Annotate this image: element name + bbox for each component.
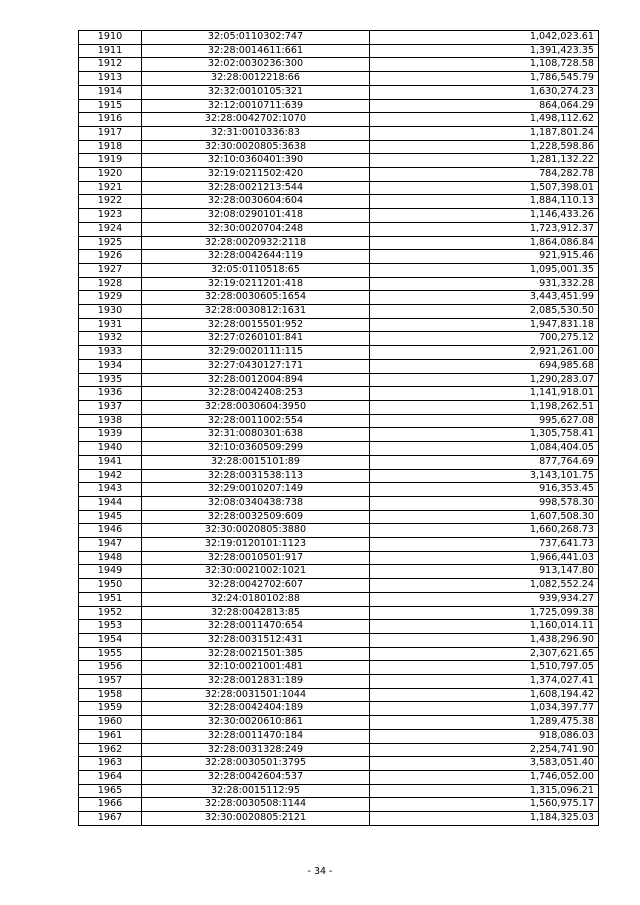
row-number-cell: 1961 [79, 729, 142, 743]
row-number-cell: 1931 [79, 318, 142, 332]
cadastral-number-cell: 32:28:0015112:95 [142, 784, 370, 798]
cadastral-number-cell: 32:28:0030812:1631 [142, 305, 370, 319]
amount-cell: 1,108,728.58 [370, 58, 599, 72]
row-number-cell: 1962 [79, 743, 142, 757]
table-row [79, 346, 599, 360]
cadastral-number-cell: 32:19:0211201:418 [142, 277, 370, 291]
amount-cell: 3,143,101.75 [370, 469, 599, 483]
amount-cell: 1,141,918.01 [370, 387, 599, 401]
amount-cell: 784,282.78 [370, 168, 599, 182]
amount-cell: 921,915.46 [370, 250, 599, 264]
row-number-cell: 1957 [79, 675, 142, 689]
amount-cell: 931,332.28 [370, 277, 599, 291]
row-number-cell: 1965 [79, 784, 142, 798]
table-row [79, 688, 599, 702]
cadastral-number-cell: 32:28:0030501:3795 [142, 757, 370, 771]
table-row [79, 606, 599, 620]
row-number-cell: 1938 [79, 414, 142, 428]
table-row [79, 455, 599, 469]
cadastral-number-cell: 32:05:0110302:747 [142, 31, 370, 45]
table-row [79, 318, 599, 332]
row-number-cell: 1920 [79, 168, 142, 182]
row-number-cell: 1934 [79, 359, 142, 373]
cadastral-number-cell: 32:28:0020932:2118 [142, 236, 370, 250]
amount-cell: 1,498,112.62 [370, 113, 599, 127]
table-row [79, 428, 599, 442]
amount-cell: 1,305,758.41 [370, 428, 599, 442]
row-number-cell: 1955 [79, 647, 142, 661]
table-row [79, 181, 599, 195]
amount-cell: 1,608,194.42 [370, 688, 599, 702]
row-number-cell: 1949 [79, 565, 142, 579]
table-row [79, 483, 599, 497]
row-number-cell: 1937 [79, 400, 142, 414]
cadastral-number-cell: 32:08:0340438:738 [142, 496, 370, 510]
table-row [79, 85, 599, 99]
amount-cell: 1,082,552.24 [370, 579, 599, 593]
amount-cell: 1,966,441.03 [370, 551, 599, 565]
table-row [79, 798, 599, 812]
row-number-cell: 1953 [79, 620, 142, 634]
cadastral-number-cell: 32:30:0021002:1021 [142, 565, 370, 579]
amount-cell: 1,290,283.07 [370, 373, 599, 387]
cadastral-number-cell: 32:28:0042604:537 [142, 770, 370, 784]
table-row [79, 277, 599, 291]
table-row [79, 538, 599, 552]
table-row [79, 72, 599, 86]
amount-cell: 2,085,530.50 [370, 305, 599, 319]
table-row [79, 99, 599, 113]
cadastral-number-cell: 32:10:0021001:481 [142, 661, 370, 675]
row-number-cell: 1925 [79, 236, 142, 250]
amount-cell: 1,746,052.00 [370, 770, 599, 784]
table-row [79, 743, 599, 757]
cadastral-number-cell: 32:12:0010711:639 [142, 99, 370, 113]
table-row [79, 222, 599, 236]
row-number-cell: 1927 [79, 263, 142, 277]
amount-cell: 1,187,801.24 [370, 126, 599, 140]
amount-cell: 918,086.03 [370, 729, 599, 743]
amount-cell: 877,764.69 [370, 455, 599, 469]
table-row [79, 126, 599, 140]
amount-cell: 1,160,014.11 [370, 620, 599, 634]
table-row [79, 524, 599, 538]
cadastral-number-cell: 32:28:0030508:1144 [142, 798, 370, 812]
table-row [79, 168, 599, 182]
cadastral-number-cell: 32:28:0031538:113 [142, 469, 370, 483]
cadastral-number-cell: 32:28:0042702:607 [142, 579, 370, 593]
amount-cell: 3,583,051.40 [370, 757, 599, 771]
row-number-cell: 1936 [79, 387, 142, 401]
row-number-cell: 1919 [79, 154, 142, 168]
table-row [79, 784, 599, 798]
table-row [79, 770, 599, 784]
row-number-cell: 1932 [79, 332, 142, 346]
amount-cell: 1,042,023.61 [370, 31, 599, 45]
table-row [79, 551, 599, 565]
table-row [79, 140, 599, 154]
cadastral-number-cell: 32:10:0360401:390 [142, 154, 370, 168]
row-number-cell: 1960 [79, 716, 142, 730]
cadastral-number-cell: 32:27:0430127:171 [142, 359, 370, 373]
cadastral-number-cell: 32:10:0360509:299 [142, 442, 370, 456]
cadastral-number-cell: 32:08:0290101:418 [142, 209, 370, 223]
cadastral-number-cell: 32:28:0031328:249 [142, 743, 370, 757]
cadastral-number-cell: 32:28:0031512:431 [142, 633, 370, 647]
amount-cell: 1,864,086.84 [370, 236, 599, 250]
row-number-cell: 1956 [79, 661, 142, 675]
row-number-cell: 1966 [79, 798, 142, 812]
cadastral-number-cell: 32:19:0120101:1123 [142, 538, 370, 552]
cadastral-number-cell: 32:28:0030604:3950 [142, 400, 370, 414]
row-number-cell: 1947 [79, 538, 142, 552]
row-number-cell: 1958 [79, 688, 142, 702]
table-row [79, 442, 599, 456]
cadastral-number-cell: 32:28:0012004:894 [142, 373, 370, 387]
cadastral-number-cell: 32:28:0021213:544 [142, 181, 370, 195]
table-row [79, 263, 599, 277]
amount-cell: 1,198,262.51 [370, 400, 599, 414]
amount-cell: 1,315,096.21 [370, 784, 599, 798]
amount-cell: 1,947,831.18 [370, 318, 599, 332]
row-number-cell: 1918 [79, 140, 142, 154]
row-number-cell: 1946 [79, 524, 142, 538]
cadastral-number-cell: 32:28:0014611:661 [142, 44, 370, 58]
table-body [79, 31, 599, 826]
table-row [79, 620, 599, 634]
row-number-cell: 1928 [79, 277, 142, 291]
row-number-cell: 1963 [79, 757, 142, 771]
cadastral-number-cell: 32:30:0020805:3880 [142, 524, 370, 538]
amount-cell: 694,985.68 [370, 359, 599, 373]
cadastral-number-cell: 32:29:0020111:115 [142, 346, 370, 360]
row-number-cell: 1942 [79, 469, 142, 483]
cadastral-number-cell: 32:28:0030604:604 [142, 195, 370, 209]
cadastral-number-cell: 32:31:0080301:638 [142, 428, 370, 442]
amount-cell: 1,281,132.22 [370, 154, 599, 168]
table-row [79, 675, 599, 689]
amount-cell: 1,228,598.86 [370, 140, 599, 154]
table-row [79, 58, 599, 72]
table-row [79, 209, 599, 223]
cadastral-number-cell: 32:31:0010336:83 [142, 126, 370, 140]
table-row [79, 154, 599, 168]
cadastral-number-cell: 32:30:0020610:861 [142, 716, 370, 730]
row-number-cell: 1935 [79, 373, 142, 387]
row-number-cell: 1941 [79, 455, 142, 469]
table-row [79, 592, 599, 606]
cadastral-number-cell: 32:24:0180102:88 [142, 592, 370, 606]
row-number-cell: 1930 [79, 305, 142, 319]
cadastral-table [78, 30, 599, 826]
table-row [79, 716, 599, 730]
table-row [79, 496, 599, 510]
amount-cell: 1,084,404.05 [370, 442, 599, 456]
row-number-cell: 1948 [79, 551, 142, 565]
amount-cell: 1,607,508.30 [370, 510, 599, 524]
table-row [79, 250, 599, 264]
amount-cell: 3,443,451.99 [370, 291, 599, 305]
table-row [79, 414, 599, 428]
cadastral-number-cell: 32:28:0011002:554 [142, 414, 370, 428]
amount-cell: 1,723,912.37 [370, 222, 599, 236]
table-row [79, 469, 599, 483]
amount-cell: 1,184,325.03 [370, 812, 599, 826]
table-row [79, 44, 599, 58]
cadastral-number-cell: 32:28:0042702:1070 [142, 113, 370, 127]
cadastral-number-cell: 32:29:0010207:149 [142, 483, 370, 497]
row-number-cell: 1967 [79, 812, 142, 826]
row-number-cell: 1916 [79, 113, 142, 127]
row-number-cell: 1940 [79, 442, 142, 456]
amount-cell: 1,289,475.38 [370, 716, 599, 730]
amount-cell: 939,934.27 [370, 592, 599, 606]
amount-cell: 1,374,027.41 [370, 675, 599, 689]
ledger-sheet [78, 30, 598, 826]
cadastral-number-cell: 32:28:0010501:917 [142, 551, 370, 565]
row-number-cell: 1911 [79, 44, 142, 58]
cadastral-number-cell: 32:28:0042408:253 [142, 387, 370, 401]
table-row [79, 305, 599, 319]
table-row [79, 579, 599, 593]
amount-cell: 1,095,001.35 [370, 263, 599, 277]
amount-cell: 1,630,274.23 [370, 85, 599, 99]
row-number-cell: 1951 [79, 592, 142, 606]
row-number-cell: 1924 [79, 222, 142, 236]
table-row [79, 359, 599, 373]
cadastral-number-cell: 32:28:0032509:609 [142, 510, 370, 524]
cadastral-number-cell: 32:32:0010105:321 [142, 85, 370, 99]
table-row [79, 702, 599, 716]
table-row [79, 291, 599, 305]
table-row [79, 647, 599, 661]
table-row [79, 113, 599, 127]
amount-cell: 1,391,423.35 [370, 44, 599, 58]
row-number-cell: 1933 [79, 346, 142, 360]
table-row [79, 729, 599, 743]
amount-cell: 1,725,099.38 [370, 606, 599, 620]
amount-cell: 2,254,741.90 [370, 743, 599, 757]
cadastral-number-cell: 32:28:0012218:66 [142, 72, 370, 86]
page-number: - 34 - [307, 866, 333, 877]
amount-cell: 1,146,433.26 [370, 209, 599, 223]
amount-cell: 1,786,545.79 [370, 72, 599, 86]
row-number-cell: 1939 [79, 428, 142, 442]
row-number-cell: 1910 [79, 31, 142, 45]
table-row [79, 373, 599, 387]
cadastral-number-cell: 32:28:0015101:89 [142, 455, 370, 469]
table-row [79, 661, 599, 675]
row-number-cell: 1915 [79, 99, 142, 113]
row-number-cell: 1922 [79, 195, 142, 209]
row-number-cell: 1964 [79, 770, 142, 784]
row-number-cell: 1929 [79, 291, 142, 305]
row-number-cell: 1943 [79, 483, 142, 497]
amount-cell: 864,064.29 [370, 99, 599, 113]
amount-cell: 2,307,621.65 [370, 647, 599, 661]
amount-cell: 916,353.45 [370, 483, 599, 497]
amount-cell: 1,034,397.77 [370, 702, 599, 716]
amount-cell: 1,884,110.13 [370, 195, 599, 209]
cadastral-number-cell: 32:27:0260101:841 [142, 332, 370, 346]
amount-cell: 1,507,398.01 [370, 181, 599, 195]
cadastral-number-cell: 32:28:0021501:385 [142, 647, 370, 661]
table-row [79, 757, 599, 771]
cadastral-number-cell: 32:28:0011470:654 [142, 620, 370, 634]
table-row [79, 400, 599, 414]
row-number-cell: 1923 [79, 209, 142, 223]
amount-cell: 2,921,261.00 [370, 346, 599, 360]
cadastral-number-cell: 32:30:0020805:3638 [142, 140, 370, 154]
table-row [79, 195, 599, 209]
table-row [79, 510, 599, 524]
cadastral-number-cell: 32:28:0042644:119 [142, 250, 370, 264]
cadastral-number-cell: 32:19:0211502:420 [142, 168, 370, 182]
amount-cell: 1,660,268.73 [370, 524, 599, 538]
table-row [79, 236, 599, 250]
table-row [79, 387, 599, 401]
row-number-cell: 1945 [79, 510, 142, 524]
table-row [79, 565, 599, 579]
amount-cell: 1,438,296.90 [370, 633, 599, 647]
amount-cell: 1,510,797.05 [370, 661, 599, 675]
row-number-cell: 1950 [79, 579, 142, 593]
amount-cell: 913,147.80 [370, 565, 599, 579]
row-number-cell: 1913 [79, 72, 142, 86]
table-row [79, 31, 599, 45]
cadastral-number-cell: 32:02:0030236:300 [142, 58, 370, 72]
amount-cell: 998,578.30 [370, 496, 599, 510]
cadastral-number-cell: 32:28:0030605:1654 [142, 291, 370, 305]
cadastral-number-cell: 32:28:0031501:1044 [142, 688, 370, 702]
row-number-cell: 1912 [79, 58, 142, 72]
table-row [79, 812, 599, 826]
cadastral-number-cell: 32:05:0110518:65 [142, 263, 370, 277]
cadastral-number-cell: 32:30:0020805:2121 [142, 812, 370, 826]
row-number-cell: 1921 [79, 181, 142, 195]
amount-cell: 995,627.08 [370, 414, 599, 428]
row-number-cell: 1917 [79, 126, 142, 140]
row-number-cell: 1952 [79, 606, 142, 620]
row-number-cell: 1944 [79, 496, 142, 510]
cadastral-number-cell: 32:30:0020704:248 [142, 222, 370, 236]
cadastral-number-cell: 32:28:0042813:85 [142, 606, 370, 620]
row-number-cell: 1954 [79, 633, 142, 647]
cadastral-number-cell: 32:28:0042404:189 [142, 702, 370, 716]
row-number-cell: 1914 [79, 85, 142, 99]
amount-cell: 1,560,975.17 [370, 798, 599, 812]
row-number-cell: 1926 [79, 250, 142, 264]
table-row [79, 332, 599, 346]
cadastral-number-cell: 32:28:0015501:952 [142, 318, 370, 332]
cadastral-number-cell: 32:28:0012831:189 [142, 675, 370, 689]
cadastral-number-cell: 32:28:0011470:184 [142, 729, 370, 743]
row-number-cell: 1959 [79, 702, 142, 716]
amount-cell: 737,641.73 [370, 538, 599, 552]
table-row [79, 633, 599, 647]
amount-cell: 700,275.12 [370, 332, 599, 346]
